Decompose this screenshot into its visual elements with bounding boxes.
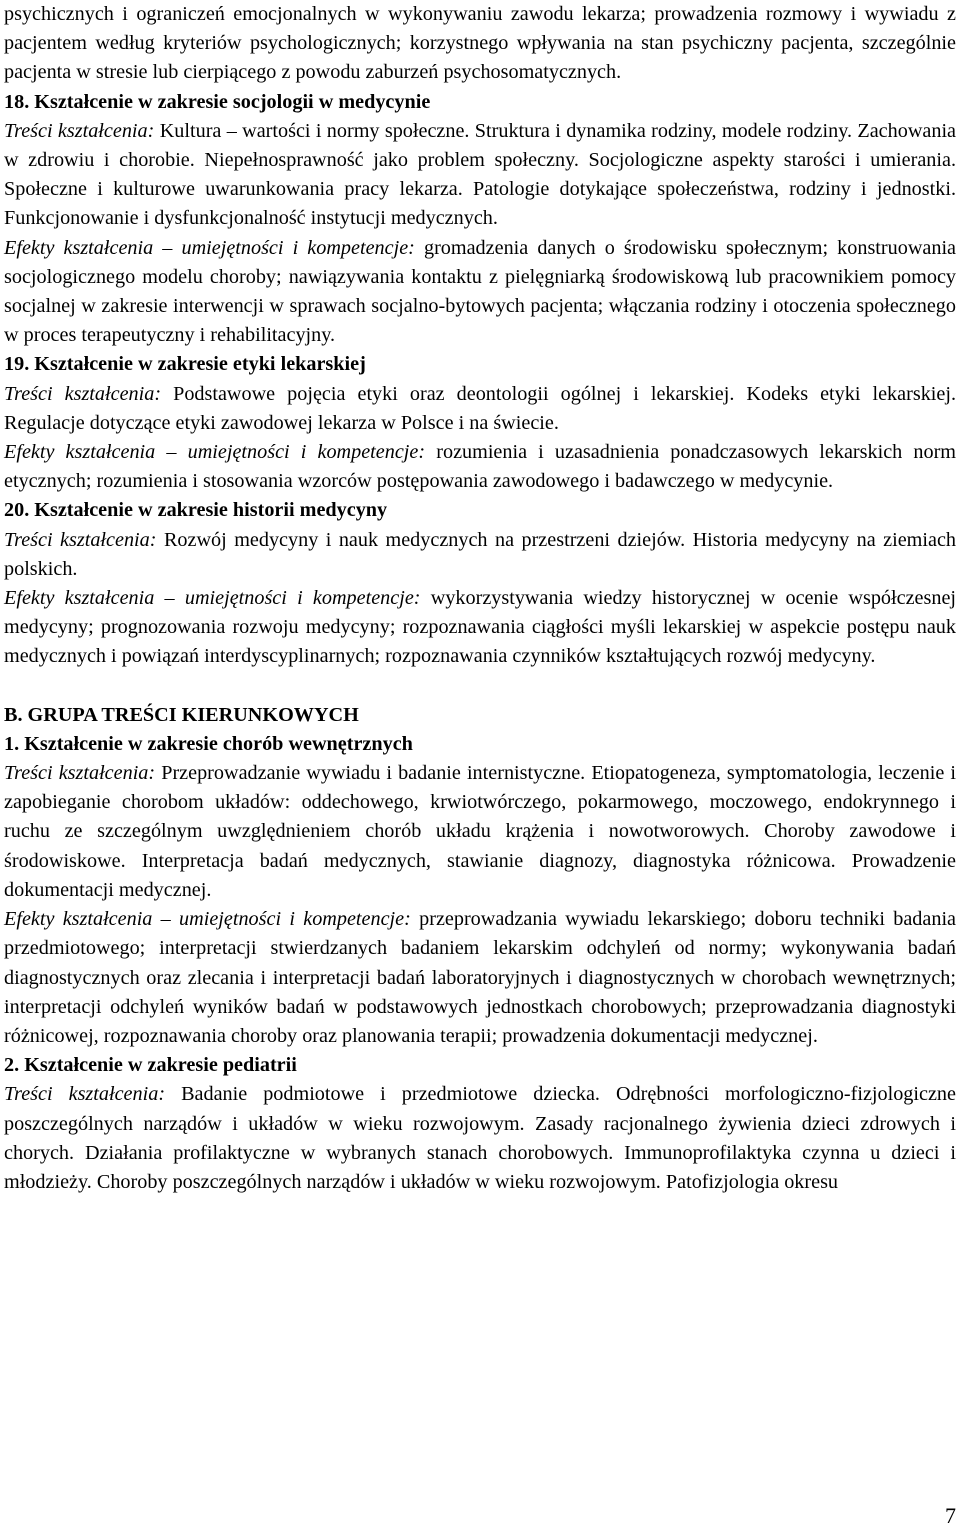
content-text: Rozwój medycyny i nauk medycznych na przestrzeni dziejów. Historia medycyny na ziemiach polskich. (4, 528, 956, 580)
intro-text: psychicznych i ograniczeń emocjonalnych w wykonywaniu zawodu lekarza; prowadzenia rozmowy i wywiadu z pacjentem według kryteriów psychologicznych; korzystnego wpływania na stan psychiczny pacjenta, szczególnie pacjenta w stresie lub cierpiącego z powodu zaburzeń psychosomatycznych. (4, 3, 956, 84)
section-content-history (4, 526, 956, 584)
section-heading-pediatrics: 2. Kształcenie w zakresie pediatrii (4, 1054, 297, 1077)
content-text: Kultura – wartości i normy społeczne. Struktura i dynamika rodziny, modele rodziny. Zachowania w zdrowiu i chorobie. Niepełnosprawność jako problem społeczny. Socjologiczne aspekty starości i umierania. Społeczne i kulturowe uwarunkowania pracy lekarza. Patologie dotykające społeczeństwa, rodziny i jednostki. Funkcjonowanie i dysfunkcjonalność instytucji medycznych. (4, 119, 957, 230)
section-content-ethics (4, 380, 956, 438)
effects-label: Efekty kształcenia – umiejętności i kompetencje: (4, 587, 421, 610)
content-text: Przeprowadzanie wywiadu i badanie internistyczne. Etiopatogeneza, symptomatologia, leczenie i zapobieganie chorobom układów: oddechowego, krwiotwórczego, pokarmowego, moczowego, endokrynnego i ruchu ze szczególnym uwzględnieniem chorób układu krążenia i nowotworowych. Choroby zawodowe i środowiskowe. Interpretacja badań medycznych, stawianie diagnozy, diagnostyka różnicowa. Prowadzenie dokumentacji medycznej. (4, 762, 956, 901)
document-page (4, 0, 956, 1197)
section-heading-ethics: 19. Kształcenie w zakresie etyki lekarskiej (4, 353, 366, 376)
section-effects-history (4, 584, 956, 672)
content-label: Treści kształcenia: (4, 528, 157, 551)
section-content-sociology (4, 117, 956, 234)
section-heading-history: 20. Kształcenie w zakresie historii medycyny (4, 499, 388, 522)
effects-text: przeprowadzania wywiadu lekarskiego; doboru techniki badania przedmiotowego; interpretacji stwierdzanych badaniem lekarskim odchyleń od normy; wykonywania badań diagnostycznych oraz zlecania i interpretacji badań laboratoryjnych i diagnostycznych w chorobach wewnętrznych; interpretacji odchyleń wyników badań w podstawowych jednostkach chorobowych; przeprowadzania diagnostyki różnicowej, rozpoznawania choroby oraz planowania terapii; prowadzenia dokumentacji medycznej. (4, 908, 957, 1047)
content-label: Treści kształcenia: (4, 382, 162, 405)
section-heading-internal-medicine: 1. Kształcenie w zakresie chorób wewnętrznych (4, 732, 413, 755)
section-effects-internal-medicine (4, 905, 956, 1051)
content-text: Badanie podmiotowe i przedmiotowe dziecka. Odrębności morfologiczno-fizjologiczne poszczególnych narządów i układów w wieku rozwojowym. Zasady racjonalnego żywienia dzieci zdrowych i chorych. Działania profilaktyczne w wybranych stanach chorobowych. Immunoprofilaktyka czynna u dzieci i młodzieży. Choroby poszczególnych narządów i układów w wieku rozwojowym. Patofizjologia okresu (4, 1083, 956, 1193)
effects-label: Efekty kształcenia – umiejętności i kompetencje: (4, 908, 411, 931)
content-label: Treści kształcenia: (4, 762, 156, 785)
section-content-internal-medicine (4, 759, 956, 905)
effects-text: gromadzenia danych o środowisku społecznym; konstruowania socjologicznego modelu choroby; nawiązywania kontaktu z pielęgniarką środowiskową lub pracownikiem pomocy socjalnej w zakresie interwencji w sprawach socjalno-bytowych pacjenta; włączania rodziny i otoczenia społecznego w proces terapeutyczny i rehabilitacyjny. (4, 236, 957, 347)
effects-label: Efekty kształcenia – umiejętności i kompetencje: (4, 236, 415, 259)
content-text: Podstawowe pojęcia etyki oraz deontologii ogólnej i lekarskiej. Kodeks etyki lekarskiej. Regulacje dotyczące etyki zawodowej lekarza w Polsce i na świecie. (4, 382, 957, 434)
section-content-pediatrics (4, 1080, 956, 1197)
group-heading: B. GRUPA TREŚCI KIERUNKOWYCH (4, 703, 359, 726)
section-effects-sociology (4, 234, 956, 351)
content-label: Treści kształcenia: (4, 1083, 166, 1106)
content-label: Treści kształcenia: (4, 119, 155, 142)
page-number: 7 (945, 1503, 956, 1528)
effects-text: wykorzystywania wiedzy historycznej w ocenie współczesnej medycyny; prognozowania rozwoju medycyny; rozpoznawania ciągłości myśli lekarskiej w aspekcie postępu nauk medycznych i powiązań interdyscyplinarnych; rozpoznawania czynników kształtujących rozwój medycyny. (4, 587, 957, 668)
effects-text: rozumienia i uzasadnienia ponadczasowych lekarskich norm etycznych; rozumienia i stosowania wzorców postępowania zawodowego i badawczego w medycynie. (4, 441, 957, 493)
intro-paragraph (4, 0, 956, 88)
section-heading-sociology: 18. Kształcenie w zakresie socjologii w medycynie (4, 90, 431, 113)
section-effects-ethics (4, 438, 956, 496)
effects-label: Efekty kształcenia – umiejętności i kompetencje: (4, 441, 426, 464)
